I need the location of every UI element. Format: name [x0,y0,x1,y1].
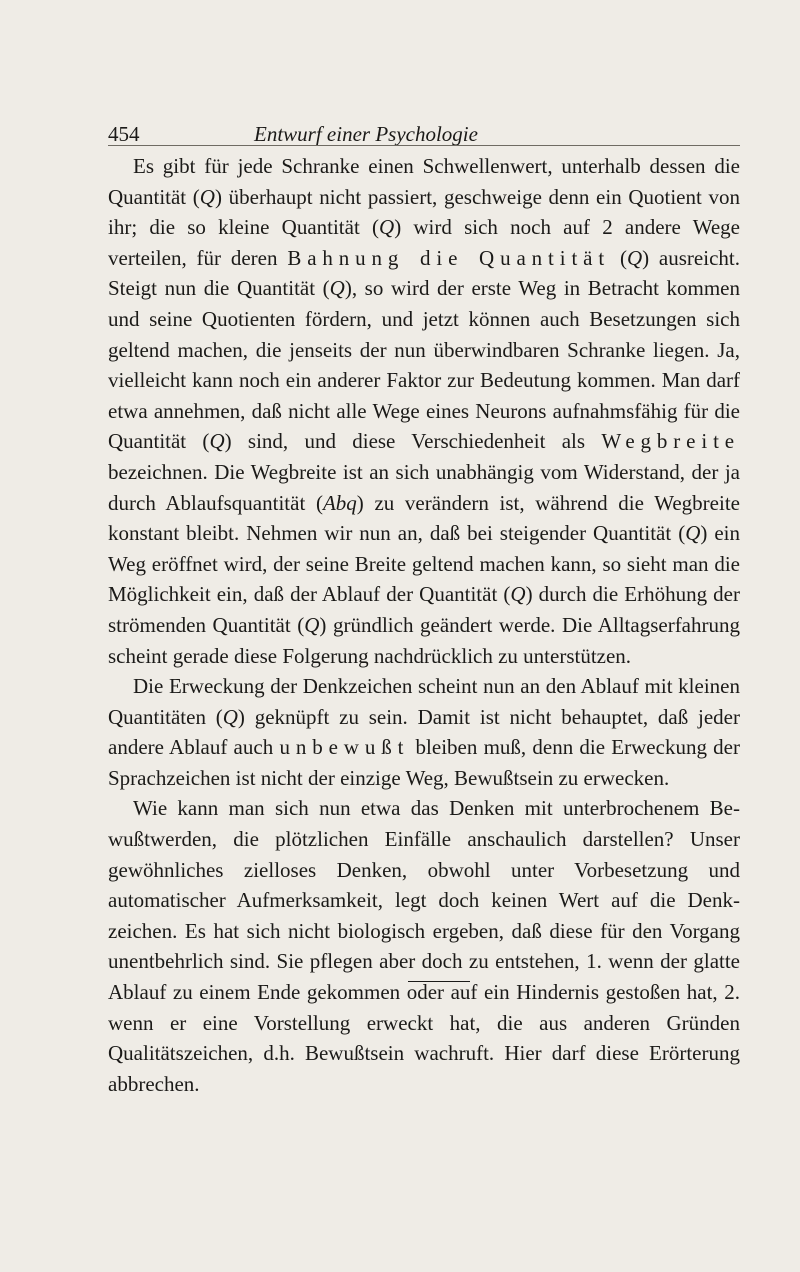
page-number: 454 [108,122,140,146]
paragraph [108,151,740,671]
text-segment: ), so wird der erste Weg in Betracht kommen und seine Quotienten fördern, und jetzt können auch Besetzungen sich geltend machen, die jenseits der nun überwindbaren Schranke liegen. Ja, vielleicht kann noch ein anderer Faktor zur Bedeutung kommen. Man darf etwa annehmen, daß nicht alle Wege eines Neurons aufnahmsfähig für die Quantität ( [108,276,740,454]
text-segment: ) ein Weg eröffnet wird, der seine Breite geltend machen kann, so sieht man die Möglichkeit ein, daß der Ablauf der Quantität ( [108,521,740,607]
emphasized-text: unbewußt [279,735,410,760]
running-title: Entwurf einer Psychologie [254,122,478,146]
italic-symbol: Abq [322,490,357,515]
header-rule [108,145,740,146]
paragraph [108,793,740,1099]
text-segment: ) durch die Erhöhung der strömenden Quantität ( [108,582,740,637]
italic-symbol: Q [209,429,225,454]
paragraph [108,671,740,793]
text-segment: ) überhaupt nicht passiert, geschweige denn ein Quotient von ihr; die so kleine Quantität ( [108,184,740,240]
text-segment: ) wird sich noch auf 2 andere Wege verteilen, für deren [108,215,740,270]
text-segment: Es gibt für jede Schranke einen Schwellenwert, unterhalb dessen die Quantität ( [108,154,740,209]
text-segment: bezeichnen. Die Wegbreite ist an sich unabhängig vom Widerstand, der ja durch Ablaufsquantität ( [108,459,740,515]
italic-symbol: Q [199,184,215,209]
emphasized-text: Wegbreite [601,429,740,454]
text-segment: Wie kann man sich nun etwa das Denken mit unterbrochenem Bewußtwerden, die plötzlichen Einfälle anschaulich darstellen? Unser gewöhnliches zielloses Denken, obwohl unter Vorbesetzung und automatischer Aufmerksamkeit, legt doch keinen Wert auf die Denkzeichen. Es hat sich nicht biologisch ergeben, daß diese für den Vorgang unentbehrlich sind. Sie pflegen aber doch zu entstehen, 1. wenn der glatte Ablauf zu einem Ende gekommen oder auf ein Hindernis gestoßen hat, 2. wenn er eine Vorstellung erweckt hat, die aus anderen Gründen Qualitätszeichen, d.h. Bewußtsein wachruft. Hier darf diese Erörterung abbrechen. [108,796,740,1096]
page-header [108,94,740,146]
italic-symbol: Q [329,276,345,301]
italic-symbol: Q [222,704,238,729]
italic-symbol: Q [626,245,643,270]
italic-symbol: Q [685,521,701,546]
italic-symbol: Q [510,582,526,607]
text-segment: ) ausreicht. Steigt nun die Quantität ( [108,245,740,301]
italic-symbol: Q [379,215,395,240]
text-segment: ( [610,245,627,270]
body-text [108,151,740,1099]
text-segment: ) sind, und diese Verschiedenheit als [224,429,602,454]
text-segment: ) geknüpft zu sein. Damit ist nicht behauptet, daß jeder andere Ablauf auch [108,704,740,760]
italic-symbol: Q [304,612,320,637]
text-segment: bleiben muß, denn die Erweckung der Sprachzeichen ist nicht der einzige Weg, Bewußtsein zu erwecken. [108,735,740,790]
emphasized-text: Bahnung die Quantität [287,245,611,270]
text-segment: ) gründlich geändert werde. Die Alltagserfahrung scheint gerade diese Folgerung nachdrücklich zu unterstützen. [108,612,740,668]
end-rule [408,981,470,982]
text-segment: Die Erweckung der Denkzeichen scheint nun an den Ablauf mit kleinen Quantitäten ( [108,674,740,729]
text-segment: ) zu verändern ist, während die Wegbreite konstant bleibt. Nehmen wir nun an, daß bei steigender Quantität ( [108,490,740,546]
